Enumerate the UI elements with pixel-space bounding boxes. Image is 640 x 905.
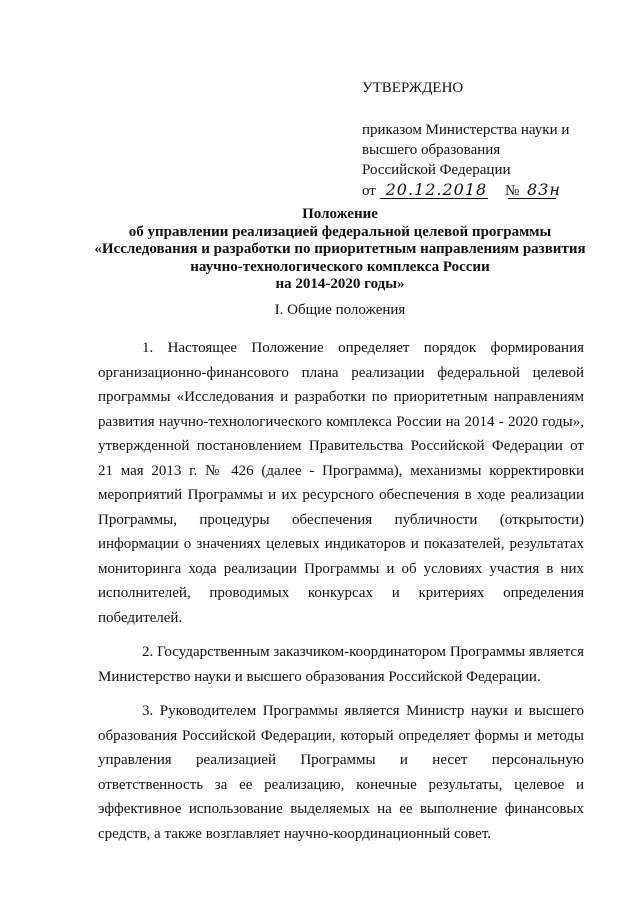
title-line-4: научно-технологического комплекса России xyxy=(190,258,490,275)
document-title xyxy=(60,206,620,294)
title-line-5: на 2014-2020 годы» xyxy=(275,276,405,292)
section-heading: I. Общие положения xyxy=(274,302,406,318)
approval-heading: УТВЕРЖДЕНО xyxy=(362,80,464,96)
paragraph-1: 1. Настоящее Положение определяет порядок формирования организационно-финансового плана реализации федеральной целевой программы «Исследования и разработки по приоритетным направлениям развития научно-технологического комплекса России на 2014 - 2020 годы», утвержденной постановлением Правительства Российской Федерации от 21 мая 2013 г. № 426 (далее - Программа), механизмы корректировки мероприятий Программы и их ресурсного обеспечения в ходе реализации Программы, процедуры обеспечения публичности (открытости) информации о значениях целевых индикаторов и показателей, результатах мониторинга хода реализации Программы и об условиях участия в них исполнителей, проводимых конкурсах и критериях определения победителей. xyxy=(98,340,584,626)
handwritten-number: 83н xyxy=(527,180,561,199)
number-prefix: № xyxy=(504,183,520,199)
paragraph-3: 3. Руководителем Программы является Министр науки и высшего образования Российской Федерации, который определяет формы и методы управления реализацией Программы и несет персональную ответственность за ее реализацию, конечные результаты, целевое и эффективное использование выделяемых на ее выполнение финансовых средств, а также возглавляет научно-координационный совет. xyxy=(98,703,584,842)
approval-order-line-3: Российской Федерации xyxy=(362,162,511,178)
title-line-2: об управлении реализацией федеральной целевой программы xyxy=(128,223,552,240)
handwritten-date: 20.12.2018 xyxy=(385,180,488,199)
document-body xyxy=(98,336,584,856)
date-prefix: от xyxy=(362,183,376,199)
paragraph-2: 2. Государственным заказчиком-координатором Программы является Министерство науки и высшего образования Российской Федерации. xyxy=(98,644,584,685)
title-line-3: «Исследования и разработки по приоритетным направлениям развития xyxy=(94,241,586,257)
date-underline xyxy=(380,198,488,199)
number-underline xyxy=(508,198,556,199)
approval-order-line-2: высшего образования xyxy=(362,142,501,158)
approval-date-number-line xyxy=(362,180,569,201)
title-line-1: Положение xyxy=(302,206,378,222)
approval-order-line-1: приказом Министерства науки и xyxy=(362,122,570,138)
approval-block xyxy=(362,78,569,201)
